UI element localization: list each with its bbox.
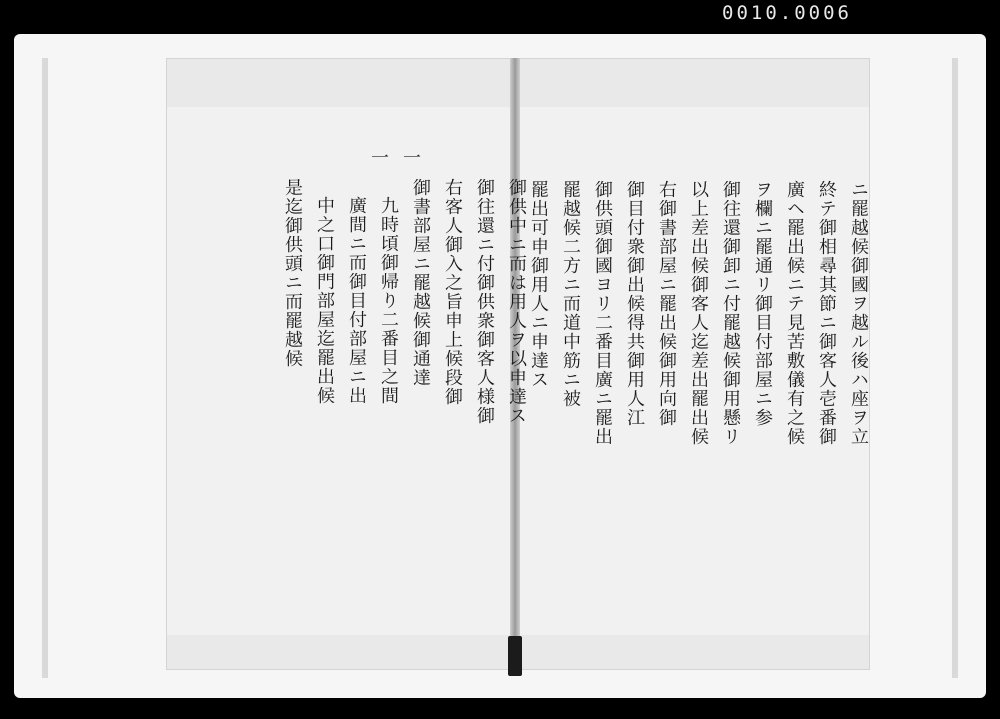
right-page-text <box>528 180 869 630</box>
left-page-header-band <box>167 59 511 107</box>
text-column: 廣ヘ罷出候ニテ見苦敷儀有之候 <box>784 179 805 447</box>
text-column: ニ罷越候御國ヲ越ル後ハ座ヲ立 <box>848 179 869 447</box>
text-column: 御往還ニ付御供衆御客人様御 <box>474 177 495 426</box>
text-column: 九時頃御帰り二番目之間 <box>378 195 399 406</box>
text-column: 右御書部屋ニ罷出候御用向御 <box>656 179 677 428</box>
text-column: 御供頭御國ヨリ二番目廣ニ罷出 <box>592 179 613 447</box>
text-column: 罷出可申御用人ニ申達ス <box>528 179 549 390</box>
mount-edge-right <box>952 58 958 678</box>
text-column: 御往還御卸ニ付罷越候御用懸リ <box>720 179 741 447</box>
text-column: ヲ欄ニ罷通リ御目付部屋ニ参 <box>752 179 773 428</box>
text-column: 以上差出候御客人迄差出罷出候 <box>688 179 709 447</box>
item-marker: 一 <box>368 147 389 168</box>
text-column: 罷越候二方ニ而道中筋ニ被 <box>560 179 581 409</box>
text-column: 終テ御相尋其節ニ御客人壱番御 <box>816 179 837 447</box>
text-column: 右客人御入之旨申上候段御 <box>442 177 463 407</box>
text-column: 廣間ニ而御目付部屋ニ出 <box>346 195 367 406</box>
text-column: 御書部屋ニ罷越候御通達 <box>410 177 431 388</box>
spine-tab <box>508 636 522 676</box>
right-page-footer-band <box>517 635 869 669</box>
text-column: 是迄御供頭ニ而罷越候 <box>282 177 303 369</box>
text-column: 御目付衆御出候得共御用人江 <box>624 179 645 428</box>
left-page-body <box>282 178 527 618</box>
frame-id: 0010.0006 <box>722 2 852 24</box>
left-page-footer-band <box>167 635 511 669</box>
text-column: 御供中ニ而は用人ヲ以申達ス <box>506 177 527 426</box>
mount-edge-left <box>42 58 48 678</box>
right-page-header-band <box>517 59 869 107</box>
text-column: 中之口御門部屋迄罷出候 <box>314 195 335 406</box>
item-marker: 一 <box>400 147 421 168</box>
